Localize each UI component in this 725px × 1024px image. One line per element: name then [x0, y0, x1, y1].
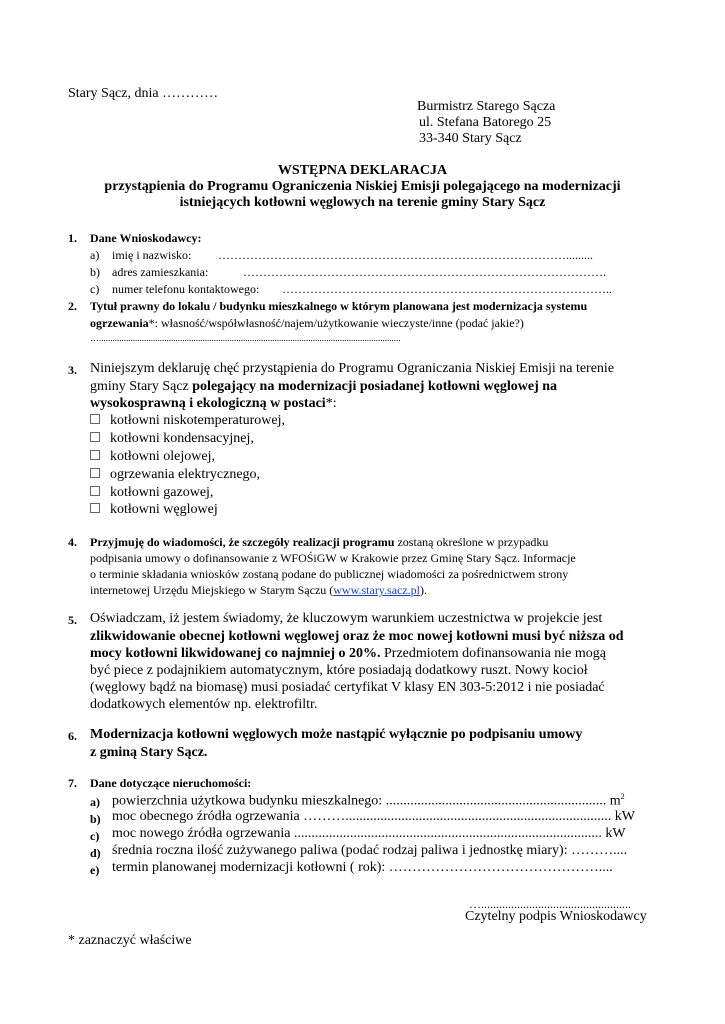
signature-field[interactable]: ….................................................. [469, 897, 631, 911]
section-1-heading: Dane Wnioskodawcy: [90, 231, 202, 245]
checkbox-icon[interactable] [90, 468, 100, 478]
s3-line-3-rest: *: [325, 396, 337, 411]
section-5-number: 5. [68, 613, 77, 627]
s7-a-letter: a) [90, 795, 100, 809]
option-label: kotłowni gazowej, [110, 485, 214, 500]
area-text: powierzchnia użytkowa budynku mieszkalnego: ............................................................... m [112, 793, 621, 809]
new-power-field[interactable]: moc nowego źródła ogrzewania ........................................................................................ kW [112, 826, 626, 841]
document-subtitle-1: przystąpienia do Programu Ograniczenia Niskiej Emisji polegającego na modernizacji [104, 179, 621, 194]
s1-c-letter: c) [90, 282, 100, 296]
s4-line-2: podpisania umowy o dofinansowanie z WFOŚiGW w Krakowie przez Gminę Stary Sącz. Informacje [90, 551, 576, 565]
website-link[interactable]: www.stary.sacz.pl [333, 583, 421, 597]
checkbox-icon[interactable] [90, 450, 100, 460]
place-date: Stary Sącz, dnia ………… [68, 86, 219, 101]
phone-field[interactable]: ……………………………………………………………………….. [282, 282, 612, 296]
option-coal[interactable] [90, 502, 218, 518]
s7-e-letter: e) [90, 863, 100, 877]
s6-line-1: Modernizacja kotłowni węglowych może nastąpić wyłącznie po podpisaniu umowy [90, 727, 583, 742]
s2-specify-field[interactable]: …...................................................................................................................................... [90, 333, 401, 343]
option-low-temp[interactable] [90, 413, 285, 429]
s5-line-4: być piece z podajnikiem automatycznym, które posiadają dodatkowy ruszt. Nowy kocioł [90, 663, 588, 678]
option-electric[interactable] [90, 467, 260, 483]
footnote: * zaznaczyć właściwe [68, 933, 192, 948]
option-condensing[interactable] [90, 431, 254, 447]
option-label: kotłowni olejowej, [110, 449, 215, 464]
document-title: WSTĘPNA DEKLARACJA [277, 163, 448, 178]
checkbox-icon[interactable] [90, 432, 100, 442]
addressee-line-1: Burmistrz Starego Sącza [417, 99, 556, 114]
addressee-line-2: ul. Stefana Batorego 25 [419, 115, 552, 130]
s3-line-3 [90, 396, 337, 412]
s3-line-1: Niniejszym deklaruję chęć przystąpienia do Programu Ograniczania Niskiej Emisji na terenie [90, 361, 615, 376]
s5-line-2: zlikwidowanie obecnej kotłowni węglowej oraz że moc nowej kotłowni musi być niższa od [90, 629, 624, 644]
option-label: ogrzewania elektrycznego, [110, 467, 261, 482]
section-7-number: 7. [68, 776, 77, 790]
s5-line-3 [90, 646, 606, 662]
s4-line-1-bold: Przyjmuję do wiadomości, że szczegóły realizacji programu [90, 535, 395, 549]
section-3-number: 3. [68, 363, 77, 377]
option-label: kotłowni węglowej [110, 502, 218, 517]
signature-label: Czytelny podpis Wnioskodawcy [465, 909, 647, 924]
s1-a-letter: a) [90, 248, 100, 262]
s7-c-letter: c) [90, 829, 100, 843]
s2-line-2 [90, 316, 657, 331]
document-subtitle-2: istniejących kotłowni węglowych na terenie gminy Stary Sącz [179, 195, 546, 210]
option-oil[interactable] [90, 449, 215, 465]
s5-line-3-bold: mocy kotłowni likwidowanej co najmniej o 20%. [90, 646, 381, 661]
checkbox-icon[interactable] [90, 503, 100, 513]
s4-line-4-pre: internetowej Urzędu Miejskiego w Starym Sączu ( [90, 583, 334, 597]
s3-line-2 [90, 379, 557, 395]
option-label: kotłowni niskotemperaturowej, [110, 413, 285, 428]
s4-line-4-post: ). [420, 583, 428, 597]
s1-phone-label: numer telefonu kontaktowego: [112, 282, 260, 296]
modernization-year-field[interactable]: termin planowanej modernizacji kotłowni ( rok): ……………………………………….... [112, 860, 613, 875]
area-field[interactable] [112, 792, 625, 810]
s7-b-letter: b) [90, 812, 101, 826]
name-field[interactable]: ……………………………………………………………………………......... [218, 248, 593, 262]
s4-line-4 [90, 583, 427, 598]
s7-d-letter: d) [90, 846, 101, 860]
s2-line-1: Tytuł prawny do lokalu / budynku mieszkalnego w którym planowana jest modernizacja systemu [90, 299, 588, 313]
s4-line-3: o terminie składania wniosków zostaną podane do publicznej wiadomości za pośrednictwem strony [90, 567, 569, 581]
s3-line-3-bold: wysokosprawną i ekologiczną w postaci [90, 396, 326, 411]
checkbox-icon[interactable] [90, 414, 100, 424]
s6-line-2: z gminą Stary Sącz. [90, 745, 208, 760]
s3-line-2-plain: gminy Stary Sącz [90, 379, 193, 394]
checkbox-icon[interactable] [90, 486, 100, 496]
s4-line-1-rest: zostaną określone w przypadku [394, 535, 549, 549]
section-4-number: 4. [68, 535, 77, 549]
area-unit-sup: 2 [620, 792, 625, 801]
s5-line-3-rest: Przedmiotem dofinansowania nie mogą [380, 646, 606, 661]
s4-line-1 [90, 535, 548, 550]
s1-name-label: imię i nazwisko: [112, 248, 192, 262]
section-6-number: 6. [68, 729, 77, 743]
s1-b-letter: b) [90, 265, 100, 279]
s5-line-1: Oświadczam, iż jestem świadomy, że kluczowym warunkiem uczestnictwa w projekcie jest [90, 611, 603, 626]
fuel-usage-field[interactable]: średnia roczna ilość zużywanego paliwa (podać rodzaj paliwa i jednostkę miary): ……….... [112, 843, 628, 858]
addressee-line-3: 33-340 Stary Sącz [419, 131, 522, 146]
s5-line-6: dodatkowych elementów np. elektrofiltr. [90, 697, 318, 712]
current-power-field[interactable]: moc obecnego źródła ogrzewania ………............................................................................ kW [112, 809, 635, 824]
option-gas[interactable] [90, 485, 213, 501]
s1-address-label: adres zamieszkania: [112, 265, 209, 279]
section-2-number: 2. [68, 299, 77, 313]
s2-ownership-options[interactable]: *: własność/współwłasność/najem/użytkowanie wieczyste/inne (podać jakie?) [148, 316, 524, 330]
address-field[interactable]: ………………………………………………………………………………. [243, 265, 606, 279]
s2-heating-label: ogrzewania [90, 316, 149, 330]
s3-line-2-bold: polegający na modernizacji posiadanej kotłowni węglowej na [192, 379, 558, 394]
s5-line-5: (węglowy bądź na biomasę) musi posiadać certyfikat V klasy EN 303-5:2012 i nie posiadać [90, 680, 605, 695]
section-7-heading: Dane dotyczące nieruchomości: [90, 776, 252, 790]
option-label: kotłowni kondensacyjnej, [110, 431, 254, 446]
section-1-number: 1. [68, 231, 77, 245]
